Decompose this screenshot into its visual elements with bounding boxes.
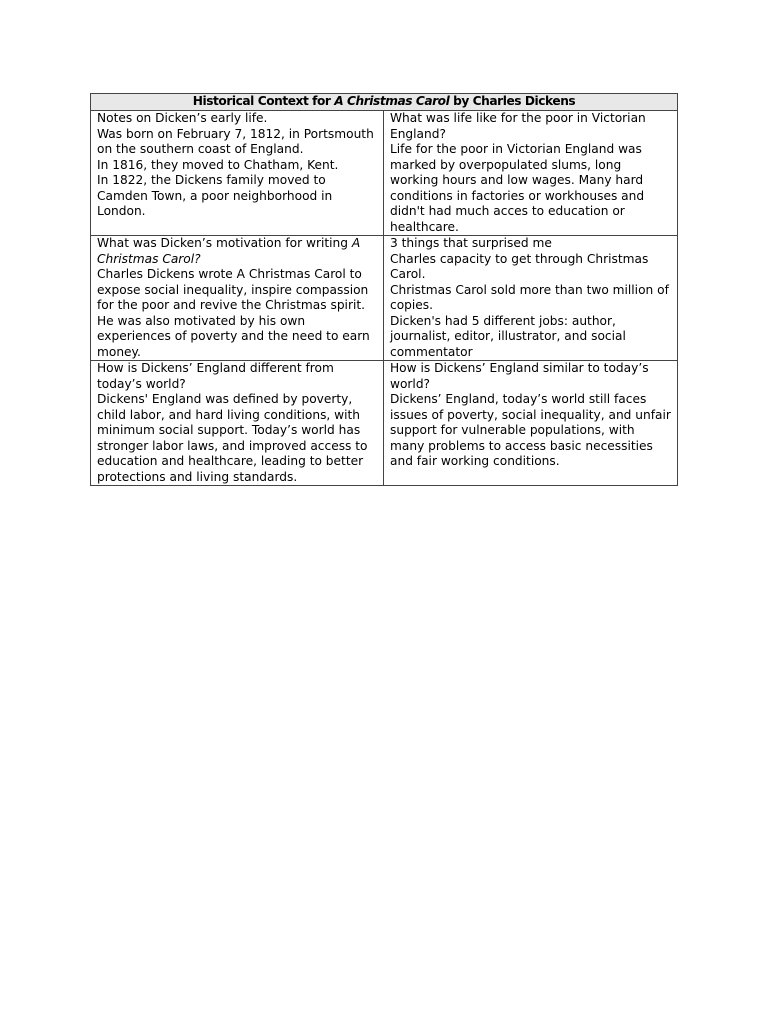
heading-text: What was Dicken’s motivation for writing [97,236,352,250]
table-row [91,111,678,236]
cell-surprised [384,236,678,361]
cell-body: Life for the poor in Victorian England was marked by overpopulated slums, long working hours and low wages. Many hard conditions in factories or workhouses and didn't had much acces to education or healthcare. [390,142,645,234]
title-book-name: A Christmas Carol [334,94,450,108]
cell-heading: 3 things that surprised me [390,236,552,250]
cell-body: Charles capacity to get through Christmas Carol. Christmas Carol sold more than two million of copies. Dicken's had 5 different jobs: author, journalist, editor, illustrator, and social commentator [390,251,669,359]
cell-body: Dickens’ England, today’s world still faces issues of poverty, social inequality, and unfair support for vulnerable populations, with many problems to access basic necessities and fair working conditions. [390,392,671,468]
cell-body: Was born on February 7, 1812, in Portsmouth on the southern coast of England. In 1816, they moved to Chatham, Kent. In 1822, the Dickens family moved to Camden Town, a poor neighborhood in London. [97,126,374,218]
cell-heading: Notes on Dicken’s early life. [97,111,268,125]
table-title [91,94,678,111]
table-row [91,236,678,361]
cell-motivation [91,236,384,361]
cell-different [91,361,384,486]
cell-poor-life [384,111,678,236]
heading-book-name: A Christmas Carol? [97,236,361,266]
cell-heading: How is Dickens’ England different from today’s world? [97,361,334,391]
table-row [91,361,678,486]
cell-body: Dickens' England was defined by poverty, child labor, and hard living conditions, with minimum social support. Today’s world has stronger labor laws, and improved access to education and healthcare, leading to better protections and living standards. [97,392,368,484]
cell-early-life [91,111,384,236]
cell-heading: How is Dickens’ England similar to today’s world? [390,361,649,391]
cell-body: Charles Dickens wrote A Christmas Carol to expose social inequality, inspire compassion for the poor and revive the Christmas spirit. He was also motivated by his own experiences of poverty and the need to earn money. [97,267,370,359]
cell-similar [384,361,678,486]
cell-heading [97,236,378,267]
title-prefix: Historical Context for [192,94,335,108]
title-suffix: by Charles Dickens [449,94,576,108]
historical-context-table [90,93,678,486]
title-row [91,94,678,111]
cell-heading: What was life like for the poor in Victorian England? [390,111,646,141]
